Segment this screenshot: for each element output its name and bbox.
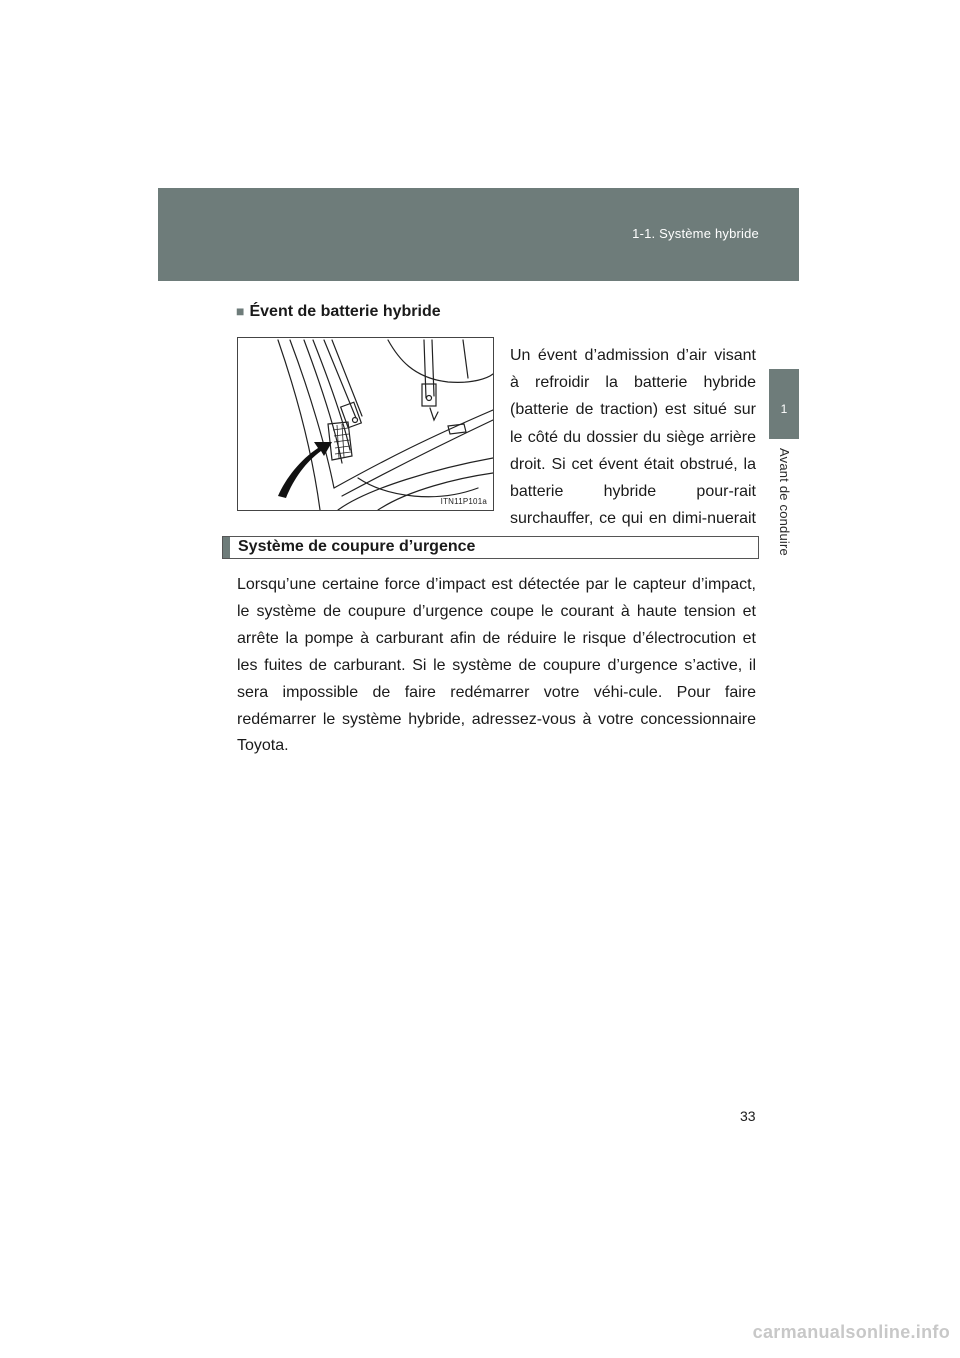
chapter-tab-number: 1: [780, 402, 788, 416]
seat-vent-illustration: [237, 337, 494, 511]
chapter-side-label-text: Avant de conduire: [777, 448, 792, 556]
header-section-title: 1-1. Système hybride: [632, 226, 759, 241]
section-title: Système de coupure d’urgence: [238, 538, 476, 555]
section-accent: [223, 537, 230, 558]
watermark: carmanualsonline.info: [752, 1322, 950, 1342]
square-bullet-icon: ■: [236, 303, 245, 319]
emergency-shutoff-paragraph: Lorsqu’une certaine force d’impact est détectée par le capteur d’impact, le système de coupure d’urgence coupe le courant à haute tension et arrête la pompe à carburant afin de réduire le risque d’électrocution et les fuites de carburant. Si le système de coupure d’urgence s’active, il sera impossible de faire redémarrer votre véhi-cule. Pour faire redémarrer le système hybride, adressez-vous à votre concessionnaire Toyota.: [237, 576, 756, 755]
chapter-side-label: [769, 448, 799, 578]
subsection-title: Évent de batterie hybride: [249, 303, 441, 320]
subsection-heading: [236, 303, 441, 321]
figure-code: ITN11P101a: [440, 497, 487, 506]
header-band: [158, 188, 799, 281]
rear-seat-drawing: [238, 338, 493, 510]
chapter-tab[interactable]: [769, 369, 799, 439]
vent-description: Un évent d’admission d’air visant à refroidir la batterie hybride (batterie de traction) est situé sur le côté du dossier du siège arrière droit. Si cet évent était obstrué, la batterie hybride pour-rait surchauffer, ce qui en dimi-nuerait: [510, 347, 756, 528]
section-heading-bar: [222, 536, 759, 559]
page-number: 33: [740, 1108, 756, 1124]
